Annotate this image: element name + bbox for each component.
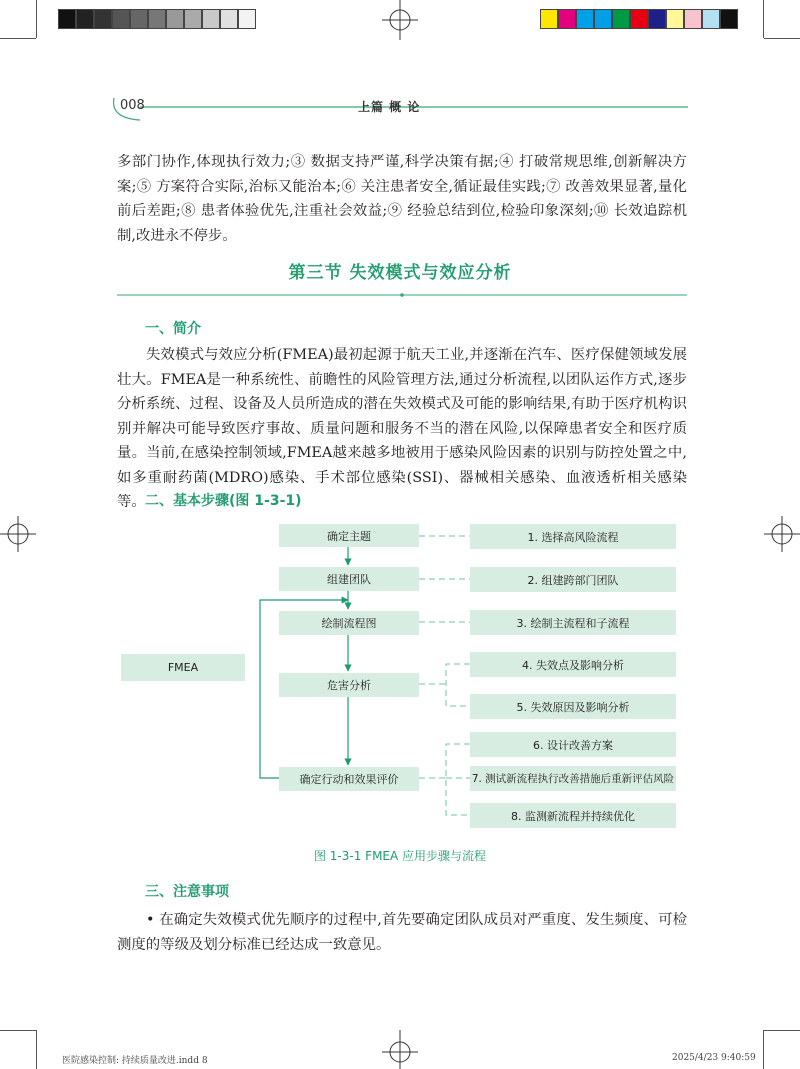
intro-paragraph: 多部门协作,体现执行效力;③ 数据支持严谨,科学决策有据;④ 打破常规思维,创新解决方案;⑤ 方案符合实际,治标又能治本;⑥ 关注患者安全,循证最佳实践;⑦ 改善效果显著,量化前后差距;⑧ 患者体验优先,注重社会效益;⑨ 经验总结到位,检验印象深刻;⑩ 长效追踪机制,改进永不停步。 [117, 154, 687, 244]
intro-body: 失效模式与效应分析(FMEA)最初起源于航天工业,并逐渐在汽车、医疗保健领域发展壮大。FMEA是一种系统性、前瞻性的风险管理方法,通过分析流程,以团队运作方式,逐步分析系统、过程、设备及人员所造成的潜在失效模式及可能的影响结果,有助于医疗机构识别并解决可能导致医疗事故、质量问题和服务不当的潜在风险,以保障患者安全和医疗质量。当前,在感染控制领域,FMEA越来越多地被用于感染风险因素的识别与防控处置之中,如多重耐药菌(MDRO)感染、手术部位感染(SSI)、器械相关感染、血液透析相关感染等。 [117, 347, 687, 510]
section-title: 第三节 失效模式与效应分析 [288, 263, 512, 283]
running-head: 上篇 概 论 [358, 100, 421, 114]
flow-stage-5: 确定行动和效果评价 [279, 767, 419, 791]
flow-stage-4: 危害分析 [279, 673, 419, 697]
heading-steps: 二、基本步骤(图 1-3-1) [145, 493, 302, 509]
flow-step-3: 3. 绘制主流程和子流程 [470, 610, 676, 635]
slug-filename: 医院感染控制: 持续质量改进.indd 8 [62, 1056, 208, 1066]
flow-step-2: 2. 组建跨部门团队 [470, 567, 676, 592]
flow-step-1: 1. 选择高风险流程 [470, 524, 676, 549]
flow-stage-3: 绘制流程图 [279, 611, 419, 635]
flow-step-8: 8. 监测新流程并持续优化 [470, 803, 676, 828]
heading-intro: 一、简介 [145, 321, 201, 337]
page-number: 008 [120, 98, 145, 113]
flow-step-6: 6. 设计改善方案 [470, 732, 676, 757]
flow-stage-2: 组建团队 [279, 567, 419, 591]
flow-step-4: 4. 失效点及影响分析 [470, 652, 676, 677]
figure-caption: 图 1-3-1 FMEA 应用步骤与流程 [313, 849, 487, 863]
flow-root-fmea: FMEA [121, 654, 245, 681]
notes-bullet: • 在确定失效模式优先顺序的过程中,首先要确定团队成员对严重度、发生频度、可检测度的等级及划分标准已经达成一致意见。 [117, 912, 687, 953]
flow-step-5: 5. 失效原因及影响分析 [470, 694, 676, 719]
heading-notes: 三、注意事项 [145, 884, 229, 900]
slug-timestamp: 2025/4/23 9:40:59 [672, 1053, 756, 1063]
flow-step-7: 7. 测试新流程执行改善措施后重新评估风险 [470, 766, 676, 791]
flow-stage-1: 确定主题 [279, 524, 419, 547]
